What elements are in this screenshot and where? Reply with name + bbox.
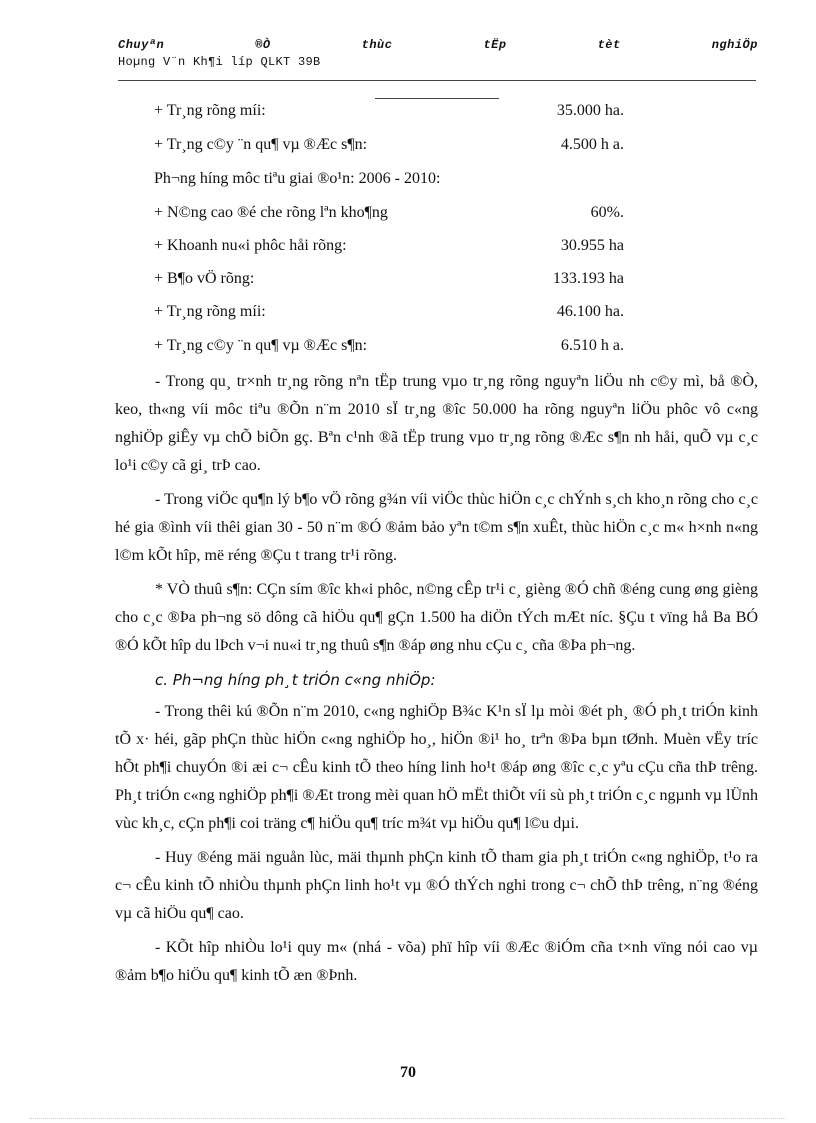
stat-label: + Tr¸ng c©y ¨n qu¶ vµ ®Æc s¶n: [154, 136, 368, 153]
stat-row [154, 204, 624, 226]
header-word: nghiÖp [711, 38, 758, 52]
header-title [118, 38, 758, 52]
header-author: Hoµng V¨n Kh¶i líp QLKT 39B [118, 55, 321, 69]
stat-value: 30.955 ha [560, 237, 624, 254]
stat-label: + B¶o vÖ rõng: [154, 270, 255, 287]
paragraph: - Trong thêi kú ®Õn n¨m 2010, c«ng nghiÖp B¾c K¹n sÏ lµ mòi ®ét ph¸ ®Ó ph¸t triÓn kinh tÕ x· héi, gãp phÇn thùc hiÖn c«ng nghiÖp ho¸, hiÖn ®i¹ ho¸ trªn ®Þa bµn tØnh. Muèn vËy tríc hÕt ph¶i chuyÓn ®i æi c¬ cÊu kinh tÕ theo híng linh ho¹t ®áp øng ®îc c¸c yªu cÇu cña thÞ trêng. Ph¸t triÓn c«ng nghiÖp ph¶i ®Æt trong mèi quan hÖ mËt thiÕt víi sù ph¸t triÓn c¸c ngµnh vµ lÜnh vùc kh¸c, cÇn ph¶i coi träng c¶ hiÖu qu¶ tríc m¾t vµ hiÖu qu¶ l©u dµi. [115, 703, 758, 832]
page-header [118, 38, 758, 69]
header-word: tËp [483, 38, 507, 52]
header-divider [118, 80, 756, 81]
stat-value: 6.510 h a. [560, 337, 624, 354]
stat-label: + Tr¸ng c©y ¨n qu¶ vµ ®Æc s¶n: [154, 337, 368, 354]
stat-label: + Tr¸ng rõng míi: [154, 102, 266, 119]
stat-value: 35.000 ha. [556, 102, 624, 119]
stat-row [154, 337, 624, 359]
stat-row [154, 270, 624, 292]
stat-row [154, 136, 624, 158]
paragraph: - Trong qu¸ tr×nh tr¸ng rõng nªn tËp trung vµo tr¸ng rõng nguyªn liÖu nh c©y mì, bå ®Ò, keo, th«ng víi môc tiªu ®Õn n¨m 2010 sÏ tr¸ng ®îc 50.000 ha rõng nguyªn liÖu phôc vô c«ng nghiÖp giÊy vµ chÕ biÕn gç. Bªn c¹nh ®ã tËp trung vµo tr¸ng rõng ®Æc s¶n nh håi, quÕ vµ c¸c lo¹i c©y cã gi¸ trÞ cao. [115, 373, 758, 474]
section-heading: c. Ph¬ng híng ph¸t triÓn c«ng nhiÖp: [155, 671, 436, 689]
paragraph: - Huy ®éng mäi nguån lùc, mäi thµnh phÇn kinh tÕ tham gia ph¸t triÓn c«ng nghiÖp, t¹o ra c¬ cÊu kinh tÕ nhiÒu thµnh phÇn linh ho¹t vµ ®Ó thÝch nghi trong c¬ chÕ thÞ trêng, n¨ng ®éng vµ cã hiÖu qu¶ cao. [115, 849, 758, 922]
header-divider-short [375, 98, 499, 99]
header-word: thùc [361, 38, 393, 52]
stat-label: + N©ng cao ®é che rõng lªn kho¶ng [154, 204, 388, 221]
stat-label: + Tr¸ng rõng míi: [154, 303, 266, 320]
direction-title [154, 170, 624, 192]
body-text [115, 368, 758, 996]
stat-value: 133.193 ha [552, 270, 624, 287]
header-word: Chuyªn [118, 38, 165, 52]
stat-row [154, 237, 624, 259]
direction-title-text: Ph¬ng híng môc tiªu giai ®o¹n: 2006 - 2010: [154, 170, 441, 187]
paragraph: * VÒ thuû s¶n: CÇn sím ®îc kh«i phôc, n©ng cÊp tr¹i c¸ gièng ®Ó chñ ®éng cung øng gièng cho c¸c ®Þa ph¬ng sö dông cã hiÖu qu¶ gÇn 1.500 ha diÖn tÝch mÆt níc. §Çu t vïng hå Ba BÓ ®Ó kÕt hîp du lÞch v¬i nu«i tr¸ng thuû s¶n ®áp øng nhu cÇu c¸ cña ®Þa ph¬ng. [115, 581, 758, 654]
page-bottom-border [30, 1118, 786, 1119]
page-number: 70 [400, 1064, 416, 1081]
paragraph: - KÕt hîp nhiÒu lo¹i quy m« (nhá - võa) phï hîp víi ®Æc ®iÓm cña t×nh vïng nói cao vµ ®ảm b¶o hiÖu qu¶ kinh tÕ æn ®Þnh. [115, 939, 758, 984]
stat-label: + Khoanh nu«i phôc håi rõng: [154, 237, 347, 254]
stat-row [154, 102, 624, 124]
header-word: tèt [597, 38, 621, 52]
stat-value: 46.100 ha. [556, 303, 624, 320]
stat-value: 60%. [590, 204, 624, 221]
stat-row [154, 303, 624, 325]
paragraph: - Trong viÖc qu¶n lý b¶o vÖ rõng g¾n víi viÖc thùc hiÖn c¸c chÝnh s¸ch kho¸n rõng cho c¸c hé gia ®ình víi thêi gian 30 - 50 n¨m ®Ó ®ảm bảo yªn t©m s¶n xuÊt, thùc hiÖn c¸c m« h×nh n«ng l©m kÕt hîp, më réng ®Çu t trang tr¹i rõng. [115, 491, 758, 564]
stat-value: 4.500 h a. [560, 136, 624, 153]
header-word: ®Ò [255, 38, 271, 52]
